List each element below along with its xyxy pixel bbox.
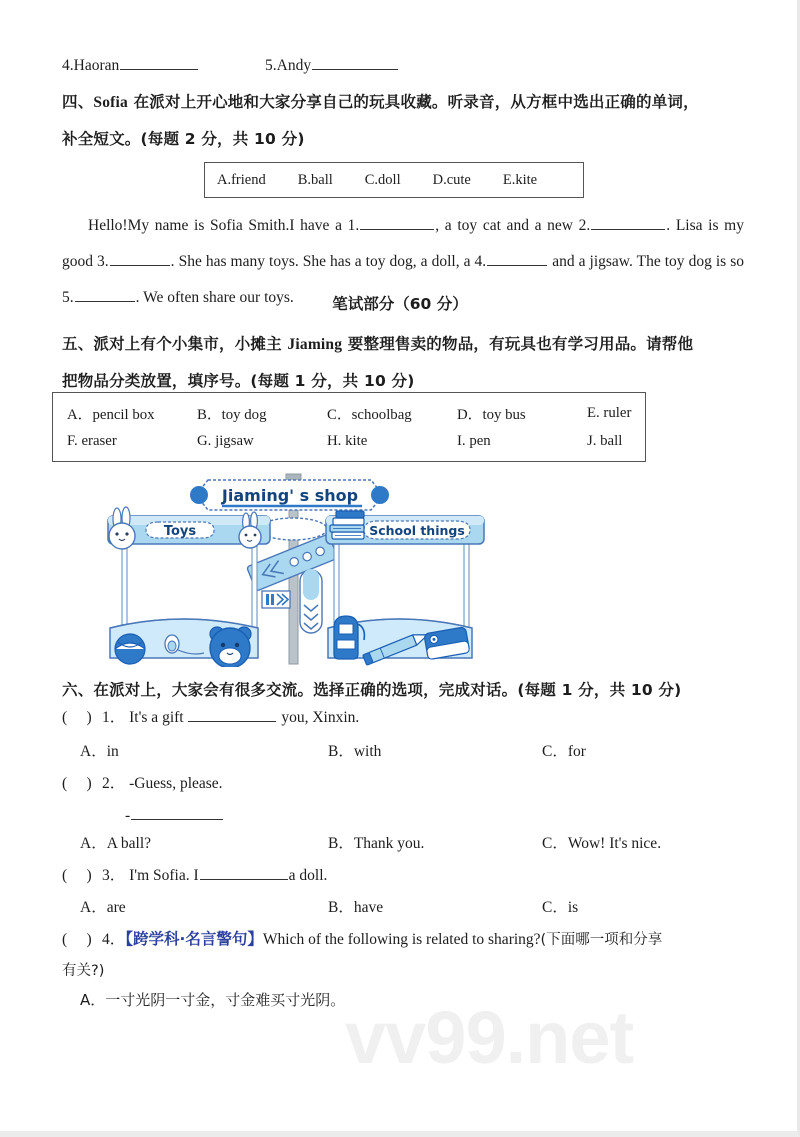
question-1-blank[interactable] (188, 707, 276, 722)
question-2-stem-b: - (125, 807, 131, 824)
section-six-prefix: 六、在派对上，大家会有很多交流。选择正确的选项，完成对话。 (62, 681, 518, 699)
passage-seg-2: , a toy cat and a new 2. (435, 217, 591, 234)
word-bank-row-1 (53, 399, 645, 427)
name-item-5 (265, 55, 399, 75)
word-bank-option: A．pencil box (67, 406, 155, 423)
question-2-blank[interactable] (131, 805, 223, 820)
bracket-open: ( (62, 775, 68, 792)
passage-blank-3[interactable] (110, 251, 170, 266)
option-b[interactable]: B．have (328, 899, 384, 916)
section-five-line1-rest: 要整理售卖的物品，有玩具也有学习用品。请帮他 (342, 335, 694, 353)
word-bank-option: A.friend (217, 171, 266, 188)
name-item-5-blank[interactable] (312, 55, 398, 70)
word-bank-list (205, 163, 583, 197)
passage-seg-5: and a jigsaw. The toy dog is so 5. (62, 253, 745, 306)
option-c[interactable]: C．for (542, 743, 586, 760)
section-four-number: 四、 (62, 93, 94, 111)
option-a[interactable]: A．are (80, 899, 126, 916)
bracket-close: ) (86, 931, 92, 948)
teddy-bear-icon (210, 627, 251, 667)
left-stall-label: Toys (163, 524, 197, 539)
passage-seg-6: . We often share our toys. (135, 289, 294, 306)
section-four-line2: 补全短文。(每题 2 分，共 10 分) (62, 130, 305, 148)
question-1-number: 1． (102, 709, 126, 726)
question-4-stem-a: Which of the following is related to sharing? (262, 931, 541, 948)
question-1-stem-a: It's a gift (129, 709, 188, 726)
question-2-answer-line (125, 805, 224, 825)
section-six-instructions (62, 672, 744, 709)
section-five-prefix: 五、派对上有个小集市，小摊主 (62, 335, 288, 353)
option-a[interactable]: A．一寸光阴一寸金，寸金难买寸光阴。 (80, 991, 346, 1009)
word-bank-option: I. pen (457, 432, 491, 449)
question-3 (62, 863, 327, 885)
left-stall-toys (108, 507, 270, 667)
section-six-line1 (62, 672, 744, 709)
question-4-cont (62, 959, 104, 980)
name-item-4-blank[interactable] (120, 55, 198, 70)
answer-bracket-2[interactable] (62, 775, 102, 793)
section-four-line1-rest: 在派对上开心地和大家分享自己的玩具收藏。听录音，从方框中选出正确的单词， (128, 93, 699, 111)
question-2-number: 2． (102, 775, 126, 792)
watermark: vv99.net (345, 996, 634, 1079)
bracket-open: ( (62, 709, 68, 726)
word-bank-option: E. ruler (587, 404, 632, 421)
section-four-line1 (62, 84, 744, 121)
bracket-close: ) (86, 867, 92, 884)
word-bank-option: F. eraser (67, 432, 117, 449)
toy-ball-icon (115, 634, 145, 664)
section-five-name: Jiaming (287, 336, 343, 353)
shop-sign-board (190, 480, 389, 510)
word-bank-row-2 (53, 427, 645, 455)
section-four-name: Sofia (93, 94, 128, 111)
word-bank-option: D.cute (432, 171, 471, 188)
option-b[interactable]: B．Thank you. (328, 835, 425, 852)
word-bank-option: G. jigsaw (197, 432, 254, 449)
question-1-stem-b: you, Xinxin. (277, 709, 360, 726)
question-4-stem-b: (下面哪一项和分享 (540, 932, 663, 948)
option-a[interactable]: A．in (80, 743, 119, 760)
question-4-number: 4． (102, 931, 126, 948)
question-2 (62, 771, 223, 793)
names-fill-row (62, 55, 399, 75)
bracket-open: ( (62, 931, 68, 948)
small-arrow-sign (262, 591, 290, 608)
passage-blank-4[interactable] (487, 251, 547, 266)
question-4 (62, 927, 662, 949)
word-bank-option: E.kite (502, 171, 538, 188)
section-five-word-bank (52, 392, 646, 462)
word-bank-option: C．schoolbag (327, 406, 412, 423)
passage-blank-1[interactable] (360, 215, 434, 230)
name-item-4 (62, 55, 199, 75)
bracket-close: ) (86, 775, 92, 792)
option-c[interactable]: C．is (542, 899, 579, 916)
bracket-open: ( (62, 867, 68, 884)
section-five-instructions (62, 326, 744, 400)
option-b[interactable]: B．with (328, 743, 382, 760)
question-2-stem-a: -Guess, please. (129, 775, 223, 792)
name-item-4-label: 4.Haoran (62, 57, 120, 74)
word-bank-option: B．toy dog (197, 406, 267, 423)
answer-bracket-3[interactable] (62, 867, 102, 885)
right-stall-school-things (326, 511, 484, 665)
word-bank-option: D．toy bus (457, 406, 526, 423)
written-part-heading: 笔试部分（60 分） (332, 295, 468, 313)
question-3-number: 3． (102, 867, 126, 884)
word-bank-option: J. ball (587, 432, 623, 449)
question-1 (62, 705, 359, 727)
passage-blank-2[interactable] (591, 215, 665, 230)
books-stack-icon (330, 511, 364, 539)
section-six-score: (每题 1 分，共 10 分) (517, 681, 682, 699)
question-3-stem-b: a doll. (288, 867, 328, 884)
market-stall-illustration (96, 472, 488, 667)
passage-seg-4: . She has many toys. She has a toy dog, a doll, a 4. (170, 253, 487, 270)
shop-sign-label: Jiaming' s shop (221, 486, 359, 505)
question-4-stem-c: 有关?) (62, 963, 105, 979)
question-3-blank[interactable] (200, 865, 288, 880)
section-five-line2: 把物品分类放置，填序号。(每题 1 分，共 10 分) (62, 372, 415, 390)
word-bank-option: H. kite (327, 432, 368, 449)
passage-seg-1: Hello!My name is Sofia Smith.I have a 1. (88, 217, 360, 234)
section-four-word-bank (204, 162, 584, 198)
section-five-line1 (62, 326, 744, 363)
question-3-stem-a: I'm Sofia. I (129, 867, 199, 884)
bracket-close: ) (86, 709, 92, 726)
word-bank-option: C.doll (364, 171, 401, 188)
vertical-pill-sign (300, 569, 322, 633)
answer-bracket-1[interactable] (62, 709, 102, 727)
passage-seg-3: . Lisa is my good 3. (62, 217, 744, 270)
option-a[interactable]: A．A ball? (80, 835, 152, 852)
right-stall-label: School things (369, 523, 465, 538)
option-c[interactable]: C．Wow! It's nice. (542, 835, 662, 852)
question-4-tag: 【跨学科·名言警句】 (125, 930, 263, 948)
bunny-icon-left (109, 507, 135, 549)
name-item-5-label: 5.Andy (265, 57, 312, 74)
answer-bracket-4[interactable] (62, 931, 102, 949)
section-four-instructions (62, 84, 744, 158)
word-bank-option: B.ball (297, 171, 333, 188)
